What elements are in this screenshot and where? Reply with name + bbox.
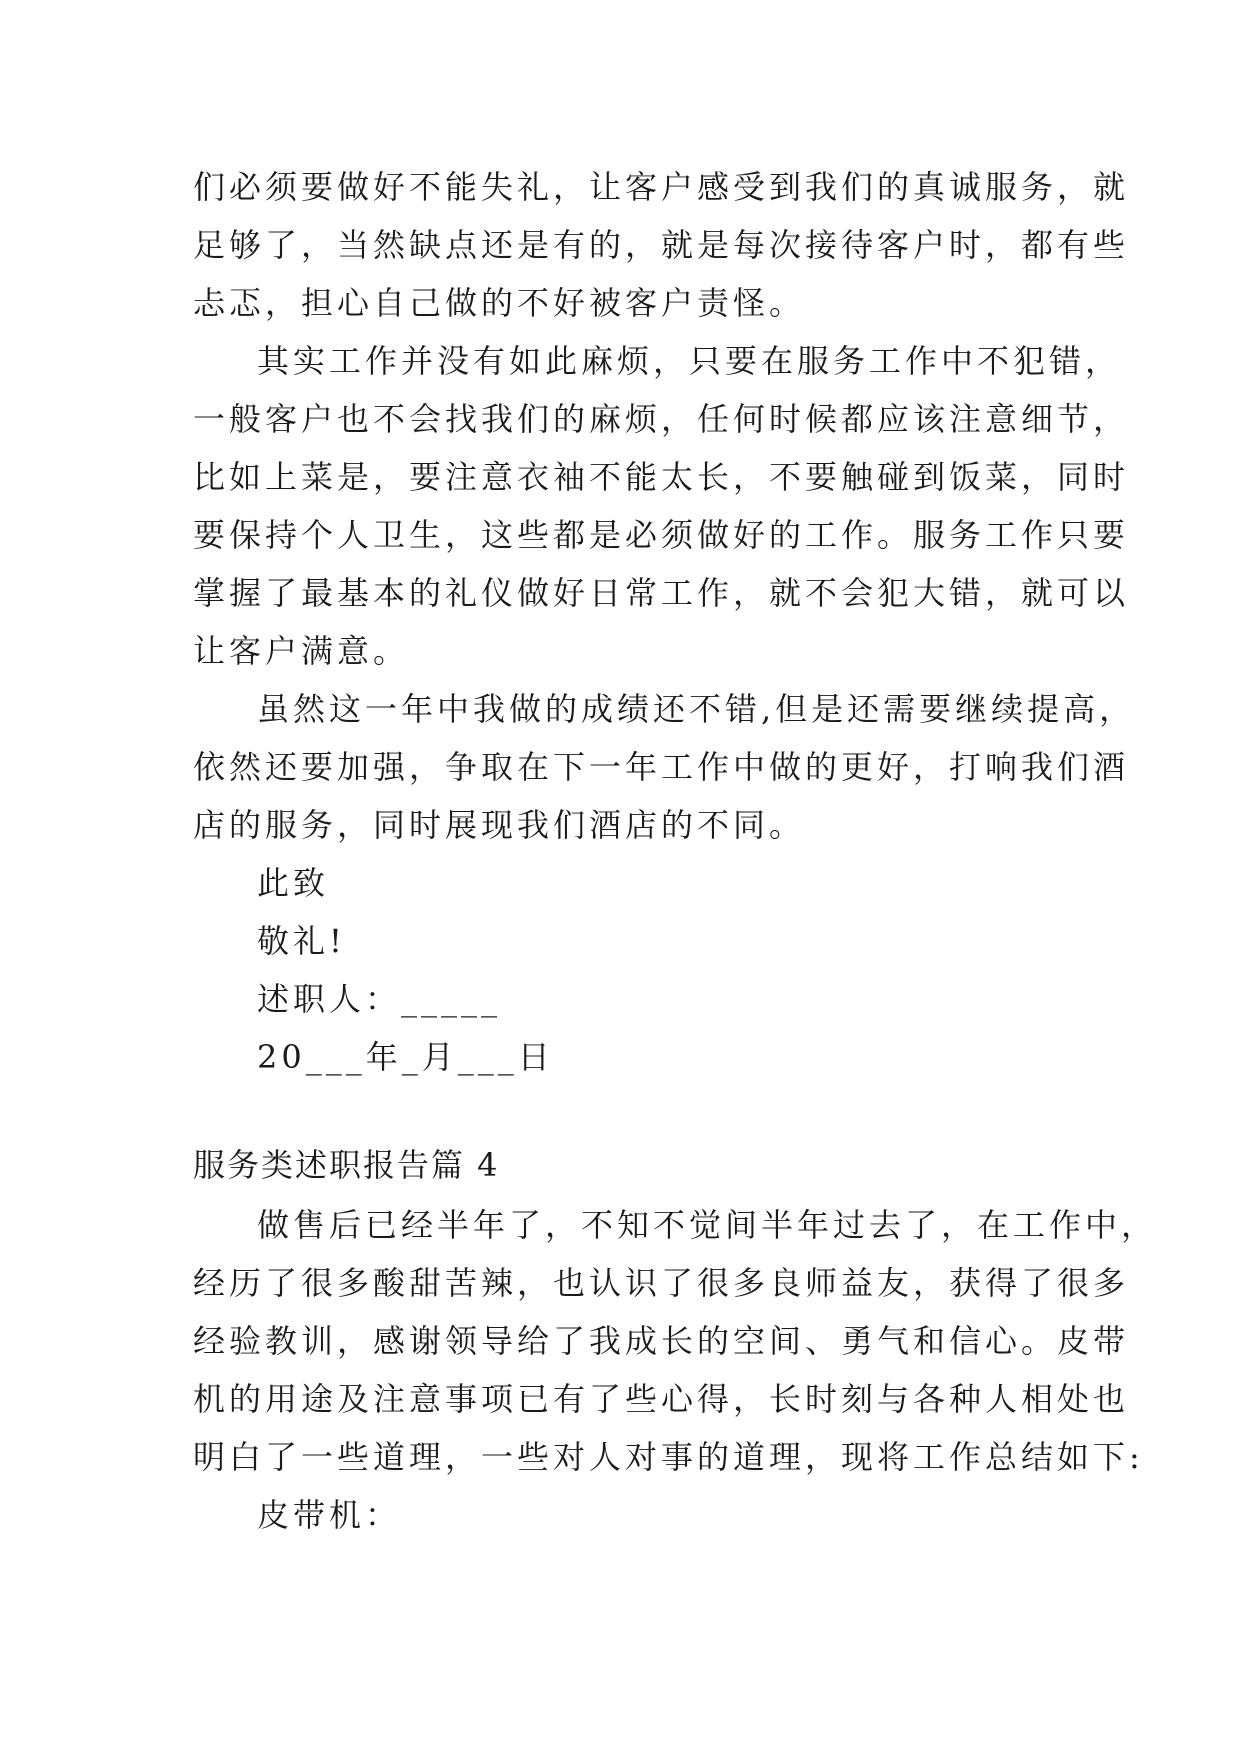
paragraph-line: 一般客户也不会找我们的麻烦，任何时候都应该注意细节， (193, 400, 1130, 438)
reporter-signature-line: 述职人：_____ (257, 980, 502, 1018)
paragraph-line: 忐忑，担心自己做的不好被客户责怪。 (193, 284, 806, 322)
paragraph-line: 做售后已经半年了，不知不觉间半年过去了，在工作中， (257, 1206, 1158, 1244)
paragraph-line: 们必须要做好不能失礼，让客户感受到我们的真诚服务，就 (193, 168, 1130, 206)
closing-regards: 敬礼! (257, 922, 346, 960)
paragraph-line: 机的用途及注意事项已有了些心得，长时刻与各种人相处也 (193, 1380, 1130, 1418)
section-heading: 服务类述职报告篇 4 (193, 1146, 500, 1184)
paragraph-line: 让客户满意。 (193, 632, 410, 670)
paragraph-line: 足够了，当然缺点还是有的，就是每次接待客户时，都有些 (193, 226, 1130, 264)
paragraph-line: 要保持个人卫生，这些都是必须做好的工作。服务工作只要 (193, 516, 1130, 554)
paragraph-line: 店的服务，同时展现我们酒店的不同。 (193, 806, 806, 844)
paragraph-line: 掌握了最基本的礼仪做好日常工作，就不会犯大错，就可以 (193, 574, 1130, 612)
date-line: 20___年_月___日 (257, 1038, 554, 1076)
paragraph-line: 明白了一些道理，一些对人对事的道理，现将工作总结如下: (193, 1438, 1144, 1476)
paragraph-line: 依然还要加强，争取在下一年工作中做的更好，打响我们酒 (193, 748, 1130, 786)
paragraph-line: 其实工作并没有如此麻烦，只要在服务工作中不犯错， (257, 342, 1122, 380)
paragraph-line: 比如上菜是，要注意衣袖不能太长，不要触碰到饭菜，同时 (193, 458, 1130, 496)
paragraph-line: 经验教训，感谢领导给了我成长的空间、勇气和信心。皮带 (193, 1322, 1130, 1360)
paragraph-line: 经历了很多酸甜苦辣，也认识了很多良师益友，获得了很多 (193, 1264, 1130, 1302)
paragraph-line: 虽然这一年中我做的成绩还不错,但是还需要继续提高， (257, 690, 1136, 728)
subsection-label: 皮带机： (257, 1496, 402, 1534)
closing-salutation: 此致 (257, 864, 330, 902)
